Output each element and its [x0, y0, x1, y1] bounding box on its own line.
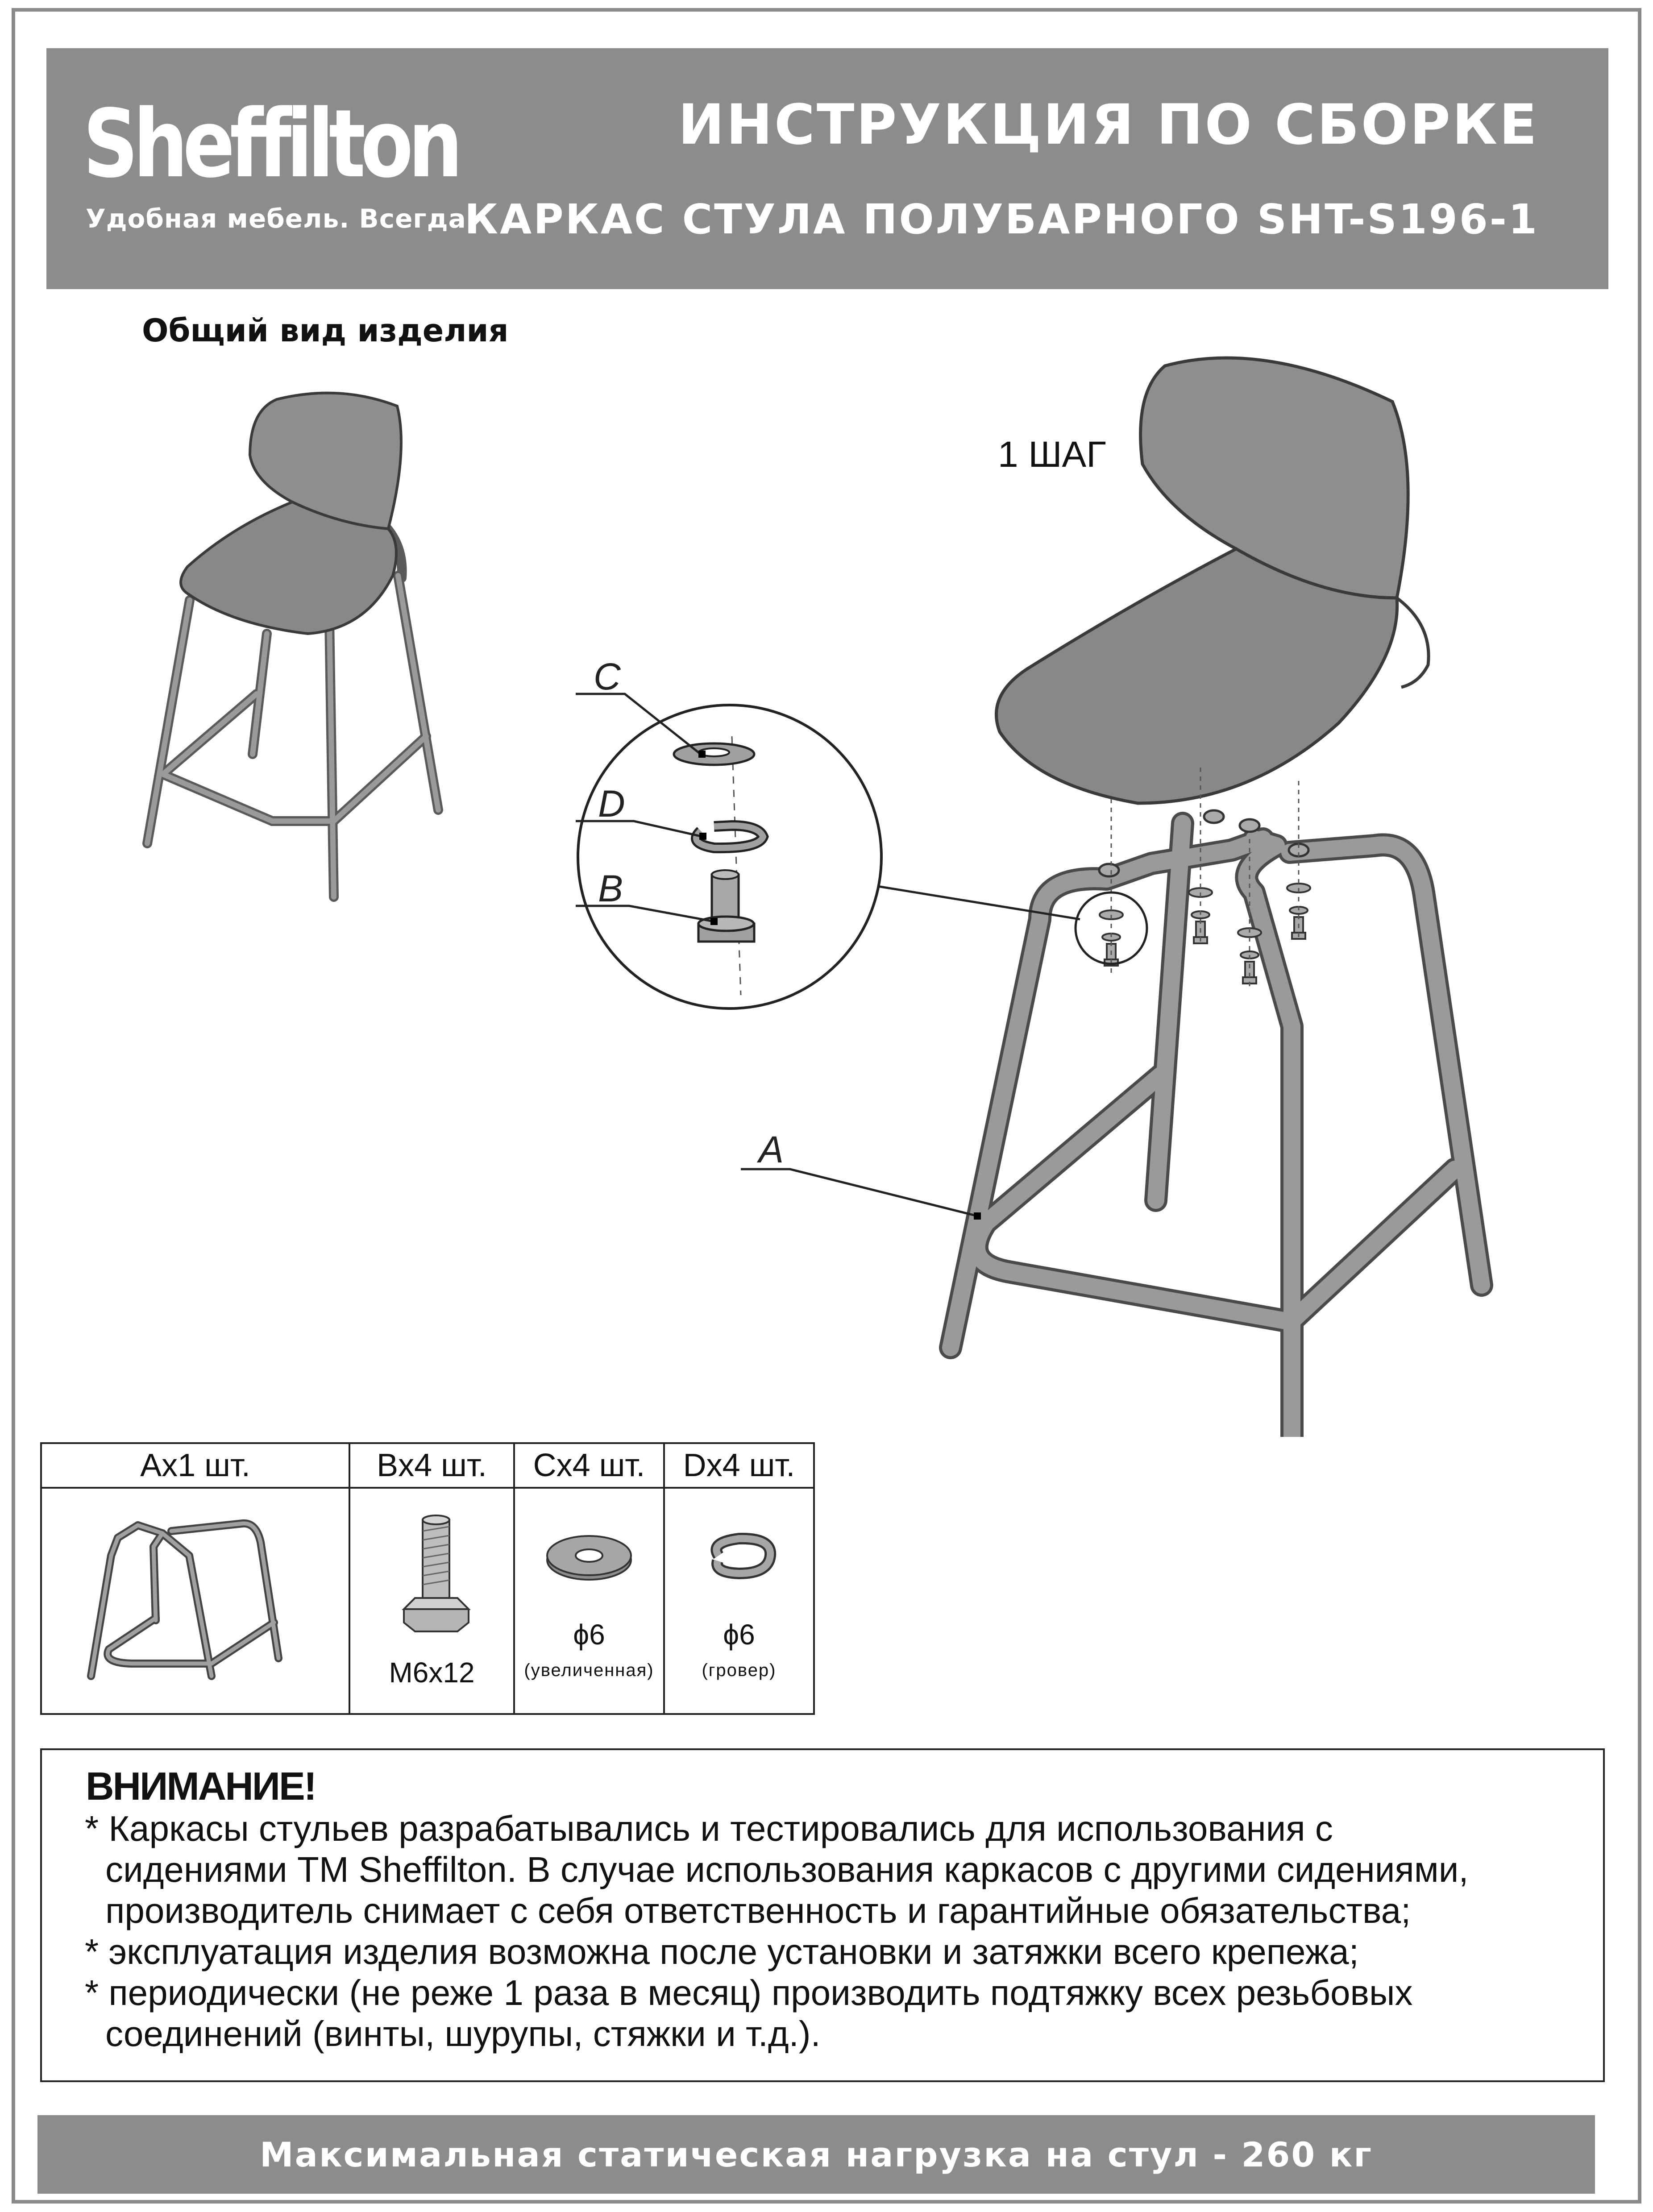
part-a-header: Ax1 шт.: [41, 1443, 349, 1488]
bolt-icon: [350, 1489, 513, 1649]
spring-washer-icon: [665, 1489, 813, 1596]
attention-title: ВНИМАНИЕ!: [86, 1764, 316, 1808]
part-c-cell: [514, 1488, 664, 1714]
part-c-spec: ϕ6: [573, 1619, 605, 1651]
max-load-note: Максимальная статическая нагрузка на стул - 260 кг: [260, 2135, 1373, 2175]
product-name: КАРКАС СТУЛА ПОЛУБАРНОГО SHT-S196-1: [464, 195, 1539, 243]
attention-line: * эксплуатация изделия возможна после установки и затяжки всего крепежа;: [85, 1932, 1359, 1971]
part-a-cell: [41, 1488, 349, 1714]
parts-table: [40, 1442, 815, 1715]
callout-c-label: C: [594, 656, 621, 697]
attention-line: * периодически (не реже 1 раза в месяц) производить подтяжку всех резьбовых: [85, 1973, 1413, 2013]
attention-box: [40, 1748, 1605, 2082]
part-c-header: Cx4 шт.: [514, 1443, 664, 1488]
part-d-cell: [664, 1488, 814, 1714]
callout-a-label: A: [759, 1129, 784, 1170]
callout-d-label: D: [598, 783, 625, 825]
attention-line: * Каркасы стульев разрабатывались и тестировались для использования с: [85, 1809, 1333, 1848]
part-c-note: (увеличенная): [524, 1660, 654, 1680]
attention-line: производитель снимает с себя ответственность и гарантийные обязательства;: [105, 1891, 1411, 1930]
washer-icon: [515, 1489, 663, 1596]
attention-line: сидениями ТМ Sheffilton. В случае использования каркасов с другими сидениями,: [105, 1850, 1469, 1889]
footer-banner: [37, 2115, 1595, 2194]
step-label: 1 ШАГ: [998, 434, 1106, 475]
part-d-header: Dx4 шт.: [664, 1443, 814, 1488]
logo-tagline: Удобная мебель. Всегда.: [86, 203, 477, 234]
logo-wordmark: Sheffilton: [83, 89, 458, 199]
part-d-spec: ϕ6: [723, 1619, 755, 1651]
part-d-note: (гровер): [702, 1660, 777, 1680]
main-chair-illustration: [951, 358, 1482, 1437]
callout-b-label: B: [598, 867, 623, 909]
overview-chair-illustration: [147, 393, 438, 897]
chair-frame-icon: [42, 1489, 349, 1711]
document-title: ИНСТРУКЦИЯ ПО СБОРКЕ: [678, 93, 1539, 157]
attention-line: соединений (винты, шурупы, стяжки и т.д.).: [105, 2014, 821, 2054]
part-b-header: Bx4 шт.: [349, 1443, 514, 1488]
part-b-cell: [349, 1488, 514, 1714]
part-b-spec: M6x12: [389, 1656, 475, 1689]
overview-label: Общий вид изделия: [142, 312, 509, 349]
